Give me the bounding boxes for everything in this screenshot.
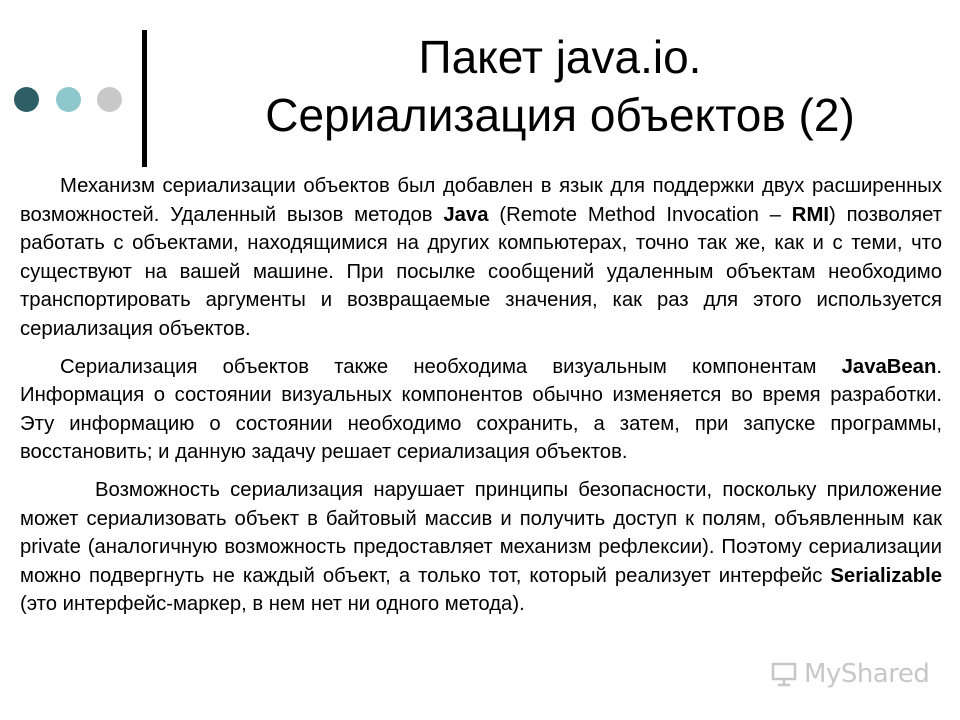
dot-icon [14, 87, 39, 112]
paragraph-text: ) позволяет работать с объектами, находящимися на других компьютерах, точно так же, как и с теми, что существуют на вашей машине. При посылке сообщений удаленным объектам необходимо транспортировать аргументы и возвращаемые значения, как раз для этого используется сериализация объектов. [20, 203, 942, 340]
presentation-board-icon [770, 660, 798, 688]
paragraph-text: Сериализация объектов также необходима визуальным компонентам [60, 355, 842, 378]
paragraph-text: Возможность сериализация нарушает принципы безопасности, поскольку приложение может сериализовать объект в байтовый массив и получить доступ к полям, объявленным как private (аналогичную возможность предоставляет механизм рефлексии). Поэтому сериализации можно подвергнуть не каждый объект, а только тот, который реализует интерфейс [20, 478, 942, 587]
decorative-dots [14, 87, 124, 113]
paragraph-security [20, 476, 942, 619]
dot-icon [97, 87, 122, 112]
paragraph-text: (Remote Method Invocation – [488, 203, 792, 226]
paragraph-javabean [20, 353, 942, 467]
paragraph-text: Механизм сериализации объектов был добавлен в язык для поддержки двух расширенных возможностей. Удаленный вызов методов [20, 175, 942, 226]
slide-body [20, 172, 942, 619]
term-javabean: JavaBean [841, 355, 937, 378]
watermark-text: MyShared [804, 659, 930, 689]
paragraph-rmi [20, 172, 942, 344]
term-serializable: Serializable [830, 564, 942, 587]
title-divider [142, 30, 147, 167]
term-java: Java [443, 203, 489, 226]
paragraph-text: (это интерфейс-маркер, в нем нет ни одного метода). [20, 593, 525, 616]
dot-icon [56, 87, 81, 112]
slide-title [160, 28, 960, 144]
title-line-2: Сериализация объектов (2) [265, 89, 855, 141]
watermark [770, 656, 930, 692]
term-rmi: RMI [791, 203, 829, 226]
title-line-1: Пакет java.io. [418, 31, 702, 83]
paragraph-text: . Информация о состоянии визуальных компонентов обычно изменяется во время разработки. Эту информацию о состоянии необходимо сохранить, а затем, при запуске программы, восстановить; и данную задачу решает сериализация объектов. [20, 355, 942, 464]
